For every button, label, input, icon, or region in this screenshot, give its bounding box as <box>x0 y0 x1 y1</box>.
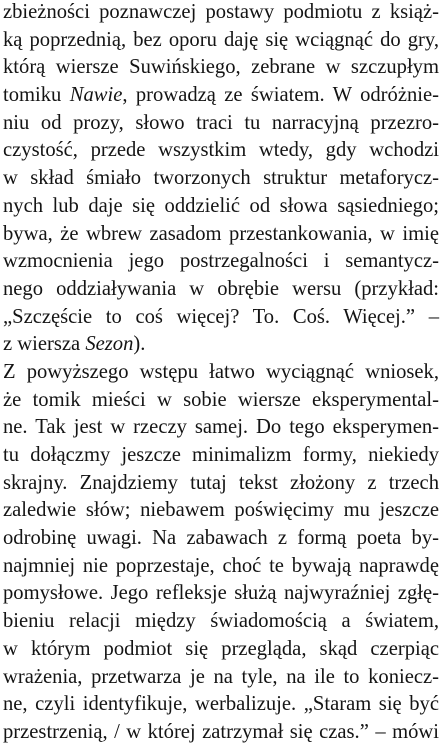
text-line <box>3 525 439 553</box>
text-line <box>3 304 439 332</box>
text-segment: , prowadzą ze światem. W odróżnie- <box>122 84 439 107</box>
text-line <box>3 54 439 82</box>
text-segment: w skład śmiało tworzonych struktur metaforycz- <box>3 167 439 190</box>
text-line <box>3 553 439 581</box>
text-line <box>3 608 439 636</box>
text-segment: przestrzenią, / w której zatrzymał się czas.” – mówi <box>3 720 439 743</box>
text-segment: że tomik mieści w sobie wiersze eksperymental- <box>3 388 439 411</box>
paragraph <box>3 0 439 359</box>
text-line <box>3 359 439 387</box>
text-segment: zaledwie słów; niebawem poświęcimy mu jeszcze <box>3 499 439 522</box>
text-line <box>3 221 439 249</box>
text-line <box>3 331 439 359</box>
text-line <box>3 470 439 498</box>
italic-title: Sezon <box>85 333 134 356</box>
text-line <box>3 82 439 110</box>
text-segment: Z powyższego wstępu łatwo wyciągnąć wniosek, <box>3 360 439 383</box>
text-line <box>3 165 439 193</box>
text-segment: bywa, że wbrew zasadom przestankowania, w imię <box>3 222 439 245</box>
text-line <box>3 414 439 442</box>
text-segment: wzmocnienia jego postrzegalności i semantycz- <box>3 250 439 273</box>
text-line <box>3 110 439 138</box>
book-page-text <box>3 0 439 747</box>
text-segment: nych lub daje się oddzielić od słowa sąsiedniego; <box>3 194 439 217</box>
text-line <box>3 580 439 608</box>
text-line <box>3 636 439 664</box>
text-segment: pomysłowe. Jego refleksje służą najwyraźniej zgłę- <box>3 582 439 605</box>
text-segment: ką poprzednią, bez oporu daję się wciągnąć do gry, <box>3 28 439 51</box>
paragraph <box>3 359 439 747</box>
text-line <box>3 248 439 276</box>
text-segment: ). <box>133 333 146 356</box>
text-segment: odrobinę uwagi. Na zabawach z formą poeta by- <box>3 527 439 550</box>
text-segment: zbieżności poznawczej postawy podmiotu z książ- <box>3 1 439 23</box>
text-segment: tu dołączmy jeszcze minimalizm formy, niekiedy <box>3 444 439 466</box>
text-segment: niu od prozy, słowo traci tu narracyjną przezro- <box>3 111 439 134</box>
text-line <box>3 664 439 692</box>
text-line <box>3 137 439 165</box>
text-segment: najmniej nie poprzestaje, choć te bywają naprawdę <box>3 554 439 577</box>
text-segment: z wiersza <box>3 333 86 356</box>
text-segment: bieniu relacji między świadomością a światem, <box>3 610 439 633</box>
text-segment: wrażenia, przetwarza je na tyle, na ile to koniecz- <box>3 665 439 688</box>
italic-title: Nawie <box>69 84 123 107</box>
text-line <box>3 387 439 415</box>
text-line <box>3 442 439 470</box>
text-segment: ne. Tak jest w rzeczy samej. Do tego eksperymen- <box>3 416 439 439</box>
text-line <box>3 276 439 304</box>
text-segment: w którym podmiot się przegląda, skąd czerpiąc <box>3 637 439 660</box>
text-segment: „Szczęście to coś więcej? To. Coś. Więcej.” – <box>3 305 439 328</box>
text-line <box>3 497 439 525</box>
text-line <box>3 691 439 719</box>
text-line <box>3 719 439 747</box>
text-segment: którą wiersze Suwińskiego, zebrane w szczupłym <box>3 56 439 79</box>
text-line <box>3 0 439 27</box>
text-segment: skrajny. Znajdziemy tutaj tekst złożony z trzech <box>3 471 439 494</box>
text-line <box>3 193 439 221</box>
text-segment: ne, czyli identyfikuje, werbalizuje. „Staram się być <box>3 693 439 716</box>
text-segment: czystość, przede wszystkim wtedy, gdy wchodzi <box>3 139 439 162</box>
text-line <box>3 27 439 55</box>
text-segment: nego oddziaływania w obrębie wersu (przykład: <box>3 277 439 300</box>
text-segment: tomiku <box>3 84 70 107</box>
